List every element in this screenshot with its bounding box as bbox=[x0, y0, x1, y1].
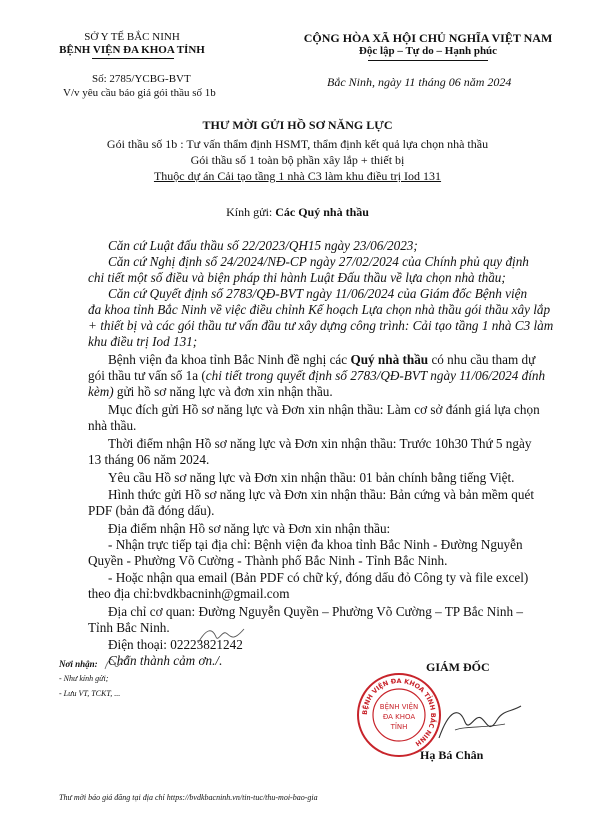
body-line-8-bold: Quý nhà thầu bbox=[350, 352, 429, 367]
handwritten-mark bbox=[196, 625, 246, 647]
recipient-2: - Lưu VT, TCKT, ... bbox=[59, 689, 121, 698]
body-line-21: - Hoặc nhận qua email (Bản PDF có chữ ký, đóng dấu đỏ Công ty và file excel) bbox=[108, 570, 529, 585]
body-line-10-end: gửi hồ sơ năng lực và đơn xin nhận thầu. bbox=[113, 384, 333, 399]
signer-name: Hạ Bá Chân bbox=[420, 748, 484, 762]
body-line-11: Mục đích gửi Hồ sơ năng lực và Đơn xin nhận thầu: Làm cơ sở đánh giá lựa chọn bbox=[108, 402, 540, 417]
body-line-22: theo địa chỉ:bvdkbacninh@gmail.com bbox=[88, 586, 290, 601]
package-line-2: Gói thầu số 1 toàn bộ phần xây lắp + thiết bị bbox=[190, 153, 405, 167]
body-line-9 bbox=[88, 368, 573, 384]
body-line-1: Căn cứ Luật đấu thầu số 22/2023/QH15 ngày 23/06/2023; bbox=[108, 238, 418, 253]
body-line-2: Căn cứ Nghị định số 24/2024/NĐ-CP ngày 27/02/2024 của Chính phủ quy định bbox=[108, 254, 529, 269]
nation-title: CỘNG HÒA XÃ HỘI CHỦ NGHĨA VIỆT NAM bbox=[303, 31, 553, 45]
nation-motto: Độc lập – Tự do – Hạnh phúc bbox=[358, 45, 498, 57]
recipients-label: Nơi nhận: bbox=[59, 659, 98, 669]
body-line-14: 13 tháng 06 năm 2024. bbox=[88, 452, 210, 467]
hospital-underline bbox=[92, 58, 174, 59]
motto-underline bbox=[368, 60, 488, 61]
body-line-25: Điện thoại: 02223821242 bbox=[108, 637, 243, 652]
project-line: Thuộc dự án Cải tạo tầng 1 nhà C3 làm khu điều trị Iod 131 bbox=[153, 169, 442, 183]
body-line-9-italic: chi tiết trong quyết định số 2783/QĐ-BVT ngày 11/06/2024 đính bbox=[205, 368, 546, 383]
body-line-5: đa khoa tỉnh Bắc Ninh về việc điều chỉnh Kế hoạch Lựa chọn nhà thầu gói thầu xây lắp bbox=[88, 302, 551, 317]
director-signature bbox=[435, 700, 525, 745]
recipient-1: - Như kính gửi; bbox=[59, 674, 109, 683]
document-subject: V/v yêu cầu báo giá gói thầu số 1b bbox=[63, 87, 216, 99]
body-line-10-italic: kèm) bbox=[88, 384, 114, 399]
body-line-19: - Nhận trực tiếp tại địa chỉ: Bệnh viện đa khoa tỉnh Bắc Ninh - Đường Nguyễn bbox=[108, 537, 523, 552]
body-line-26: Chân thành cảm ơn./. bbox=[108, 653, 223, 668]
footer-note: Thư mời báo giá đăng tại địa chỉ https://bvdkbacninh.vn/tin-tuc/thu-moi-bao-gia bbox=[59, 793, 318, 802]
place-date: Bắc Ninh, ngày 11 tháng 06 năm 2024 bbox=[327, 75, 512, 89]
body-line-20: Quyền - Phường Võ Cường - Thành phố Bắc Ninh - Tỉnh Bắc Ninh. bbox=[88, 553, 448, 568]
package-line-1: Gói thầu số 1b : Tư vấn thẩm định HSMT, thẩm định kết quả lựa chọn nhà thầu bbox=[106, 137, 489, 151]
seal-arc-text: BỆNH VIỆN ĐA KHOA TỈNH BẮC NINH bbox=[360, 676, 438, 748]
body-line-18: Địa điểm nhận Hồ sơ năng lực và Đơn xin nhận thầu: bbox=[108, 521, 391, 536]
body-line-3: chi tiết một số điều và biện pháp thi hành Luật Đấu thầu về lựa chọn nhà thầu; bbox=[88, 270, 506, 285]
official-seal-icon bbox=[356, 672, 442, 758]
letter-title: THƯ MỜI GỬI HỒ SƠ NĂNG LỰC bbox=[202, 118, 393, 132]
seal-inner-3: TỈNH bbox=[390, 723, 408, 731]
greeting-recipient: Các Quý nhà thầu bbox=[275, 205, 369, 219]
body-line-24: Tỉnh Bắc Ninh. bbox=[88, 620, 170, 635]
seal-inner-2: ĐA KHOA bbox=[382, 713, 416, 721]
signer-role: GIÁM ĐỐC bbox=[426, 660, 490, 674]
document-number: Số: 2785/YCBG-BVT bbox=[92, 73, 191, 85]
body-line-8-end: có nhu cầu tham dự bbox=[428, 352, 536, 367]
body-line-12: nhà thầu. bbox=[88, 418, 137, 433]
body-line-8-start: Bệnh viện đa khoa tỉnh Bắc Ninh đề nghị các bbox=[108, 352, 351, 367]
body-line-7: khu điều trị Iod 131; bbox=[88, 334, 198, 349]
greeting bbox=[0, 205, 595, 220]
body-line-16: Hình thức gửi Hồ sơ năng lực và Đơn xin nhận thầu: Bản cứng và bản mềm quét bbox=[108, 487, 534, 502]
body-line-10 bbox=[88, 384, 573, 400]
body-line-15: Yêu cầu Hồ sơ năng lực và Đơn xin nhận thầu: 01 bản chính bằng tiếng Việt. bbox=[108, 470, 515, 485]
initial-mark bbox=[103, 653, 133, 673]
seal-inner-1: BỆNH VIỆN bbox=[379, 703, 419, 711]
body-line-17: PDF (bản đã đóng dấu). bbox=[88, 503, 215, 518]
hospital-name: BỆNH VIỆN ĐA KHOA TỈNH bbox=[59, 44, 205, 56]
body-line-8 bbox=[108, 352, 593, 368]
ministry-name: SỞ Y TẾ BẮC NINH bbox=[84, 31, 180, 43]
body-line-23: Địa chỉ cơ quan: Đường Nguyễn Quyền – Phường Võ Cường – TP Bắc Ninh – bbox=[108, 604, 524, 619]
greeting-label: Kính gửi: bbox=[226, 205, 276, 219]
body-line-4: Căn cứ Quyết định số 2783/QĐ-BVT ngày 11/06/2024 của Giám đốc Bệnh viện bbox=[108, 286, 528, 301]
body-line-6: + thiết bị và các gói thầu tư vấn đầu tư xây dựng công trình: Cải tạo tầng 1 nhà C3 làm bbox=[88, 318, 554, 333]
body-line-9-start: gói thầu tư vấn số 1a ( bbox=[88, 368, 206, 383]
body-line-13: Thời điểm nhận Hồ sơ năng lực và Đơn xin nhận thầu: Trước 10h30 Thứ 5 ngày bbox=[108, 436, 532, 451]
